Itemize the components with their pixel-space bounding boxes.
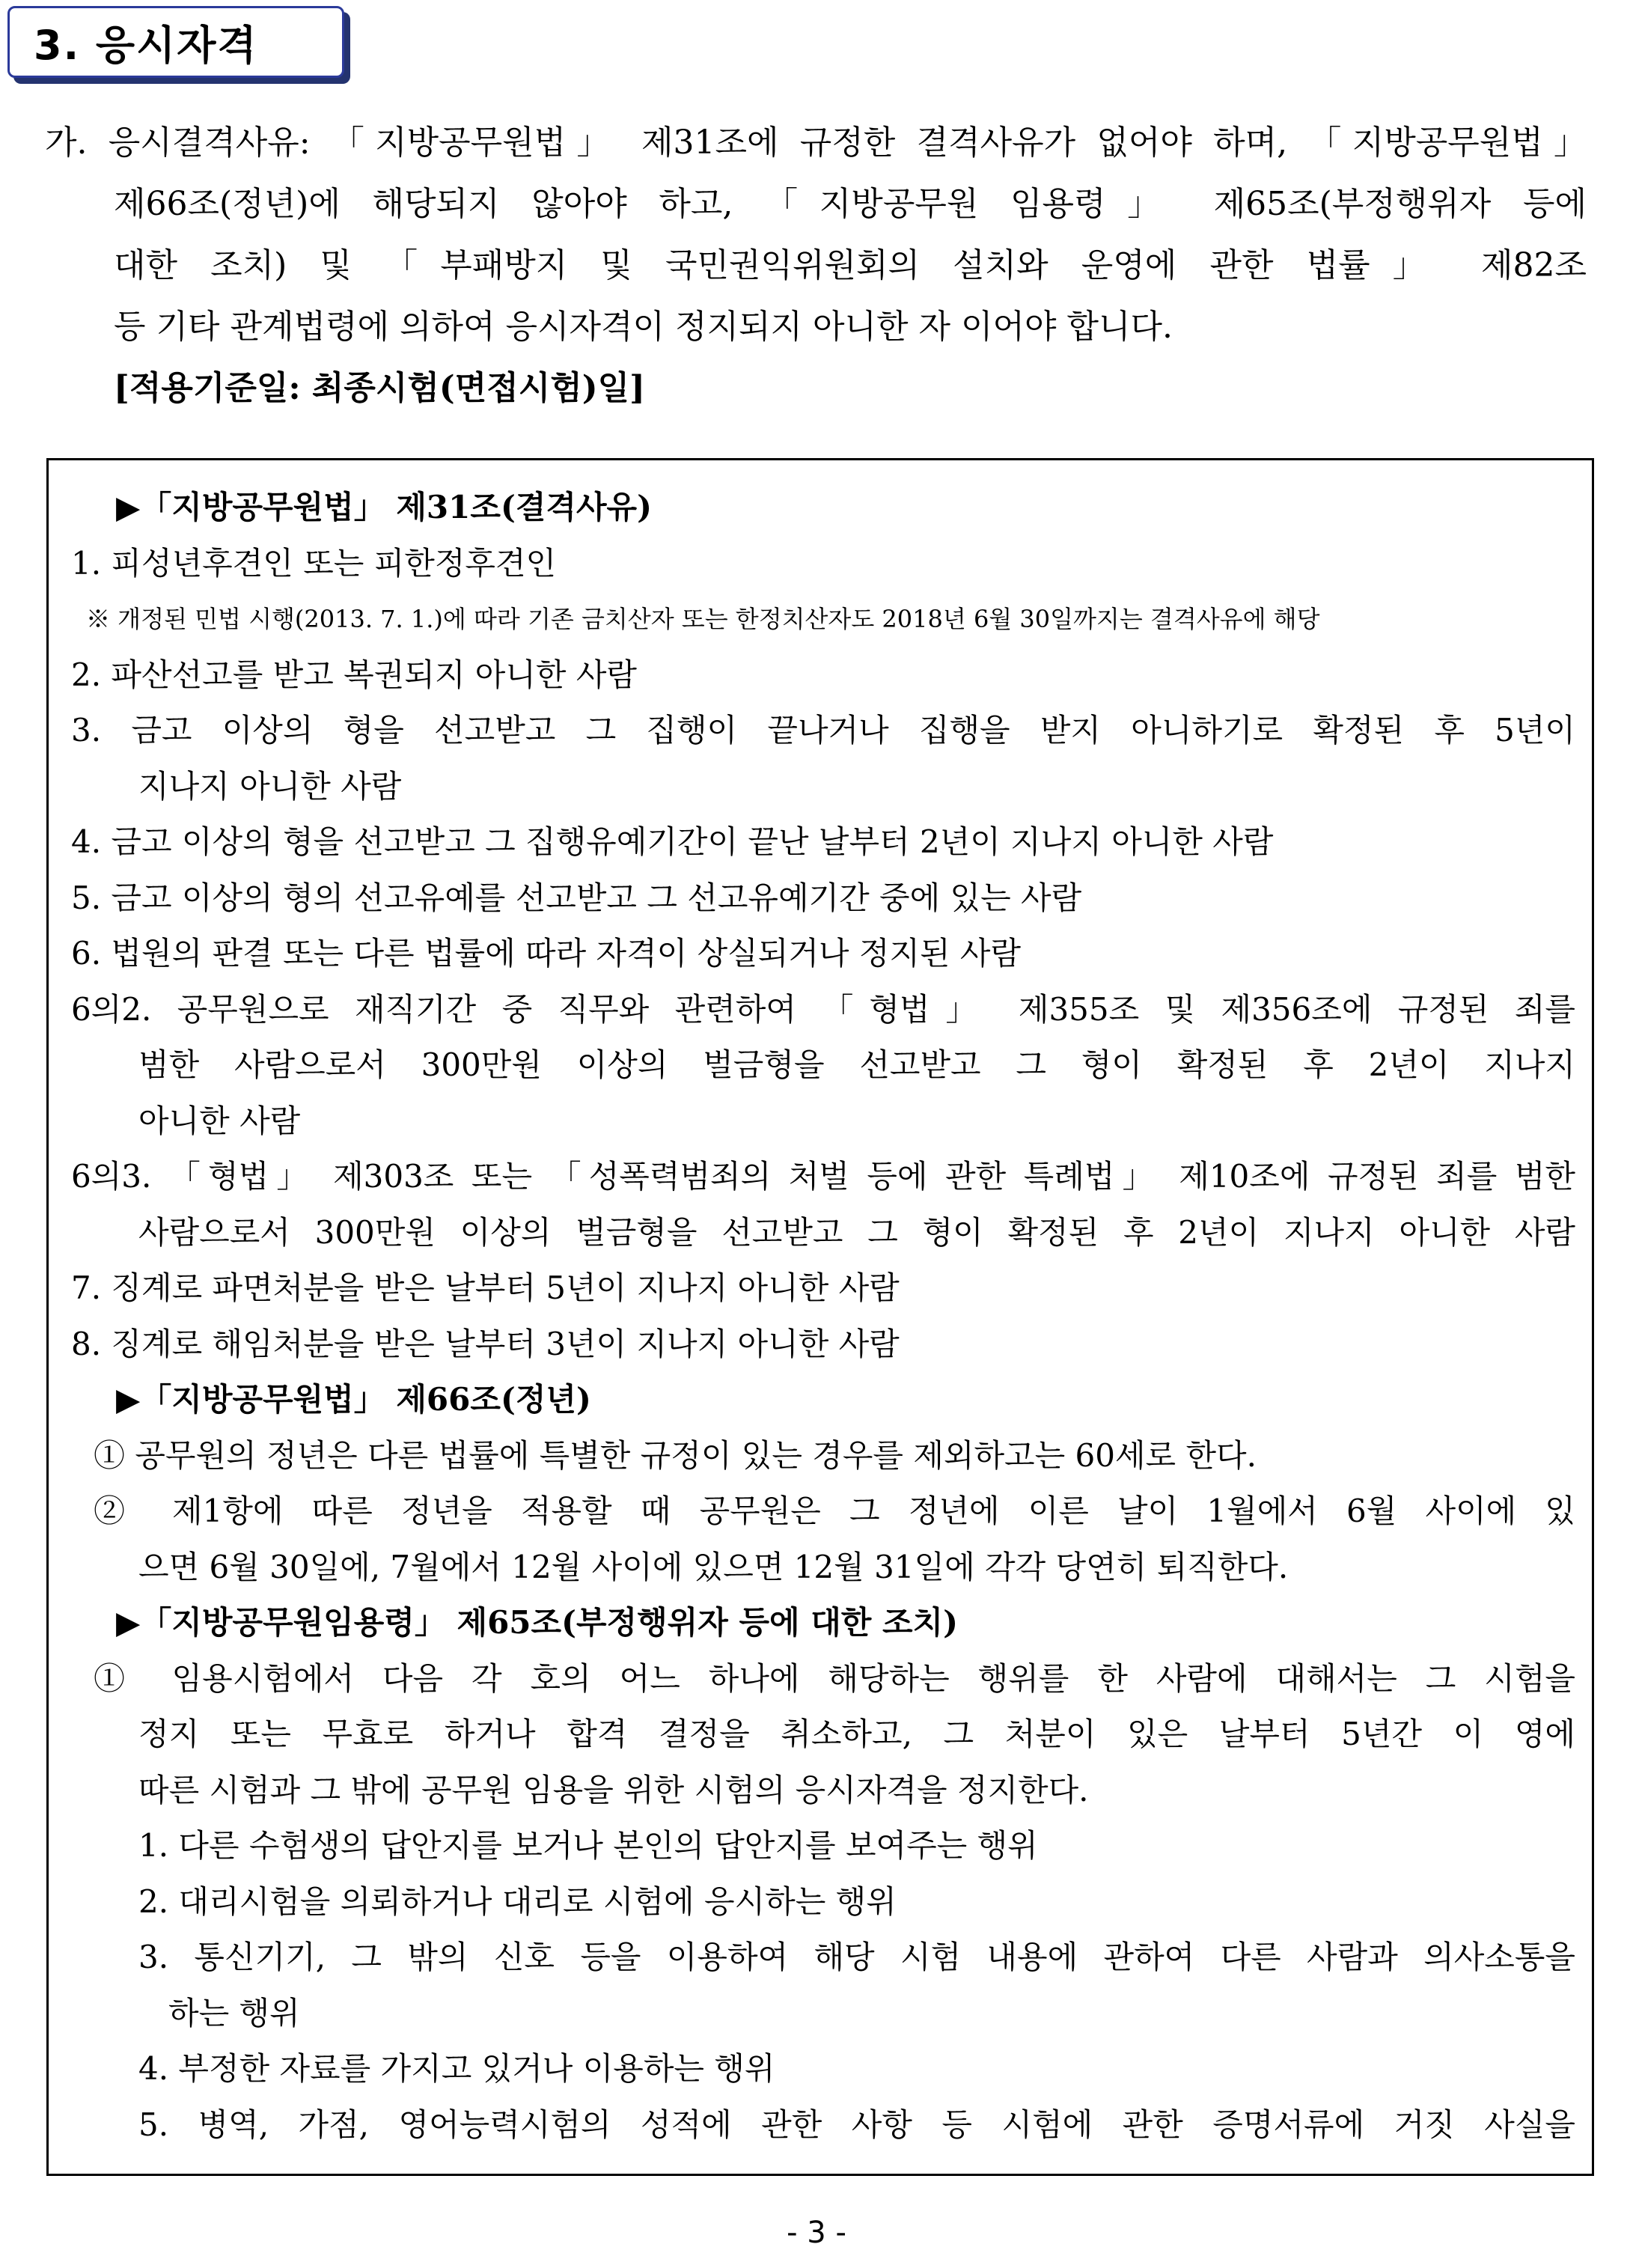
list-item: 6. 법원의 판결 또는 다른 법률에 따라 자격이 상실되거나 정지된 사람: [71, 935, 1022, 972]
list-item: 1. 피성년후견인 또는 피한정후견인: [71, 544, 557, 582]
intro-line: 제66조(정년)에 해당되지 않아야 하고, 「지방공무원 임용령」 제65조(부정행위자 등에: [114, 185, 1587, 223]
section-title: 3. 응시자격: [7, 6, 344, 78]
list-item: 4. 금고 이상의 형을 선고받고 그 집행유예기간이 끝난 날부터 2년이 지나지 아니한 사람: [71, 823, 1274, 860]
list-item: 5. 금고 이상의 형의 선고유예를 선고받고 그 선고유예기간 중에 있는 사람: [71, 879, 1082, 916]
list-item: 6의2. 공무원으로 재직기간 중 직무와 관련하여 「형법」 제355조 및 제356조에 규정된 죄를: [71, 990, 1575, 1028]
list-item: 8. 징계로 해임처분을 받은 날부터 3년이 지나지 아니한 사람: [71, 1325, 900, 1362]
intro-line: 대한 조치) 및 「부패방지 및 국민권익위원회의 설치와 운영에 관한 법률」 제82조: [114, 246, 1587, 284]
sub-item: 1. 다른 수험생의 답안지를 보거나 본인의 답안지를 보여주는 행위: [138, 1827, 1038, 1864]
clause-item-continued: 따른 시험과 그 밖에 공무원 임용을 위한 시험의 응시자격을 정지한다.: [138, 1771, 1089, 1808]
list-item-continued: 범한 사람으로서 300만원 이상의 벌금형을 선고받고 그 형이 확정된 후 2년이 지나지: [138, 1046, 1575, 1083]
law-heading: ▶「지방공무원법」 제31조(결격사유): [116, 489, 652, 525]
clause-item-continued: 정지 또는 무효로 하거나 합격 결정을 취소하고, 그 처분이 있은 날부터 5년간 이 영에: [138, 1716, 1575, 1752]
intro-line: 등 기타 관계법령에 의하여 응시자격이 정지되지 아니한 자 이어야 합니다.: [114, 308, 1173, 346]
sub-item: 4. 부정한 자료를 가지고 있거나 이용하는 행위: [138, 2050, 775, 2087]
list-item: 2. 파산선고를 받고 복권되지 아니한 사람: [71, 656, 637, 693]
intro-paragraph: [45, 112, 1587, 419]
reference-date-note: [적용기준일: 최종시험(면접시험)일]: [114, 369, 645, 407]
sub-item: 3. 통신기기, 그 밖의 신호 등을 이용하여 해당 시험 내용에 관하여 다른 사람과 의사소통을: [138, 1939, 1575, 1975]
clause-item: ① 임용시험에서 다음 각 호의 어느 하나에 해당하는 행위를 한 사람에 대해서는 그 시험을: [94, 1659, 1575, 1697]
law-heading: ▶「지방공무원법」 제66조(정년): [116, 1381, 591, 1418]
list-item: 3. 금고 이상의 형을 선고받고 그 집행이 끝나거나 집행을 받지 아니하기로 확정된 후 5년이: [71, 712, 1575, 749]
footnote: ※ 개정된 민법 시행(2013. 7. 1.)에 따라 기존 금치산자 또는 한정치산자도 2018년 6월 30일까지는 결격사유에 해당: [86, 605, 1320, 633]
sub-item-continued: 하는 행위: [168, 1994, 300, 2031]
sub-item: 2. 대리시험을 의뢰하거나 대리로 시험에 응시하는 행위: [138, 1883, 897, 1920]
list-item-continued: 아니한 사람: [138, 1102, 301, 1139]
clause-item-continued: 으면 6월 30일에, 7월에서 12월 사이에 있으면 12월 31일에 각각 당연히 퇴직한다.: [138, 1548, 1289, 1585]
list-item-continued: 지나지 아니한 사람: [138, 767, 402, 805]
clause-item: ② 제1항에 따른 정년을 적용할 때 공무원은 그 정년에 이른 날이 1월에서 6월 사이에 있: [94, 1493, 1575, 1529]
clause-item: ① 공무원의 정년은 다른 법률에 특별한 규정이 있는 경우를 제외하고는 60세로 한다.: [94, 1436, 1257, 1474]
page-number: - 3 -: [787, 2216, 846, 2250]
list-item-continued: 사람으로서 300만원 이상의 벌금형을 선고받고 그 형이 확정된 후 2년이 지나지 아니한 사람: [138, 1213, 1575, 1251]
list-item: 7. 징계로 파면처분을 받은 날부터 5년이 지나지 아니한 사람: [71, 1269, 900, 1306]
intro-line: 가. 응시결격사유: 「지방공무원법」 제31조에 규정한 결격사유가 없어야 하며, 「지방공무원법」: [45, 124, 1587, 162]
list-item: 6의3. 「형법」 제303조 또는 「성폭력범죄의 처벌 등에 관한 특례법」 제10조에 규정된 죄를 범한: [71, 1158, 1575, 1195]
law-heading: ▶「지방공무원임용령」 제65조(부정행위자 등에 대한 조치): [116, 1604, 958, 1641]
sub-item: 5. 병역, 가점, 영어능력시험의 성적에 관한 사항 등 시험에 관한 증명서류에 거짓 사실을: [138, 2106, 1575, 2143]
legal-provisions-box: [46, 458, 1594, 2176]
